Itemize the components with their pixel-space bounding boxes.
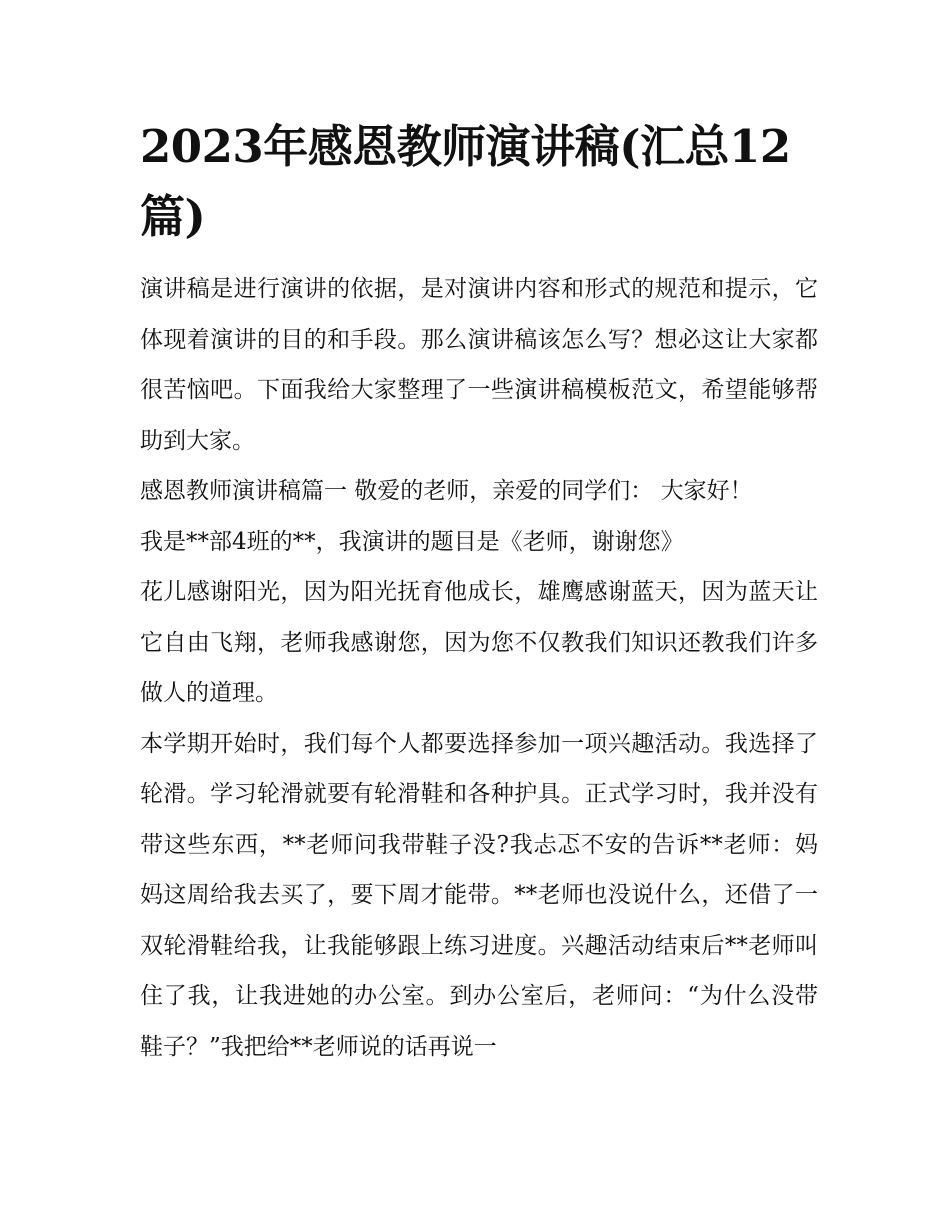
paragraph-speaker-intro: 我是**部4班的**，我演讲的题目是《老师，谢谢您》 <box>140 528 684 555</box>
paragraph-gratitude: 花儿感谢阳光，因为阳光抚育他成长，雄鹰感谢蓝天，因为蓝天让它自由飞翔，老师我感谢您，因为您不仅教我们知识还教我们许多做人的道理。 <box>140 579 818 706</box>
document-body <box>140 264 818 1072</box>
paragraph-intro: 演讲稿是进行演讲的依据，是对演讲内容和形式的规范和提示，它体现着演讲的目的和手段。那么演讲稿该怎么写？想必这让大家都很苦恼吧。下面我给大家整理了一些演讲稿模板范文，希望能够帮助到大家。 <box>140 276 818 454</box>
paragraph-story: 本学期开始时，我们每个人都要选择参加一项兴趣活动。我选择了轮滑。学习轮滑就要有轮滑鞋和各种护具。正式学习时，我并没有带这些东西，**老师问我带鞋子没?我忐忑不安的告诉**老师：妈妈这周给我去买了，要下周才能带。**老师也没说什么，还借了一双轮滑鞋给我，让我能够跟上练习进度。兴趣活动结束后**老师叫住了我，让我进她的办公室。到办公室后，老师问：“为什么没带鞋子？”我把给**老师说的话再说一 <box>140 730 818 1060</box>
document-title: 2023年感恩教师演讲稿(汇总12篇) <box>140 120 791 243</box>
paragraph-greeting: 感恩教师演讲稿篇一 敬爱的老师，亲爱的同学们： 大家好！ <box>140 478 753 504</box>
document-page <box>140 112 818 1072</box>
